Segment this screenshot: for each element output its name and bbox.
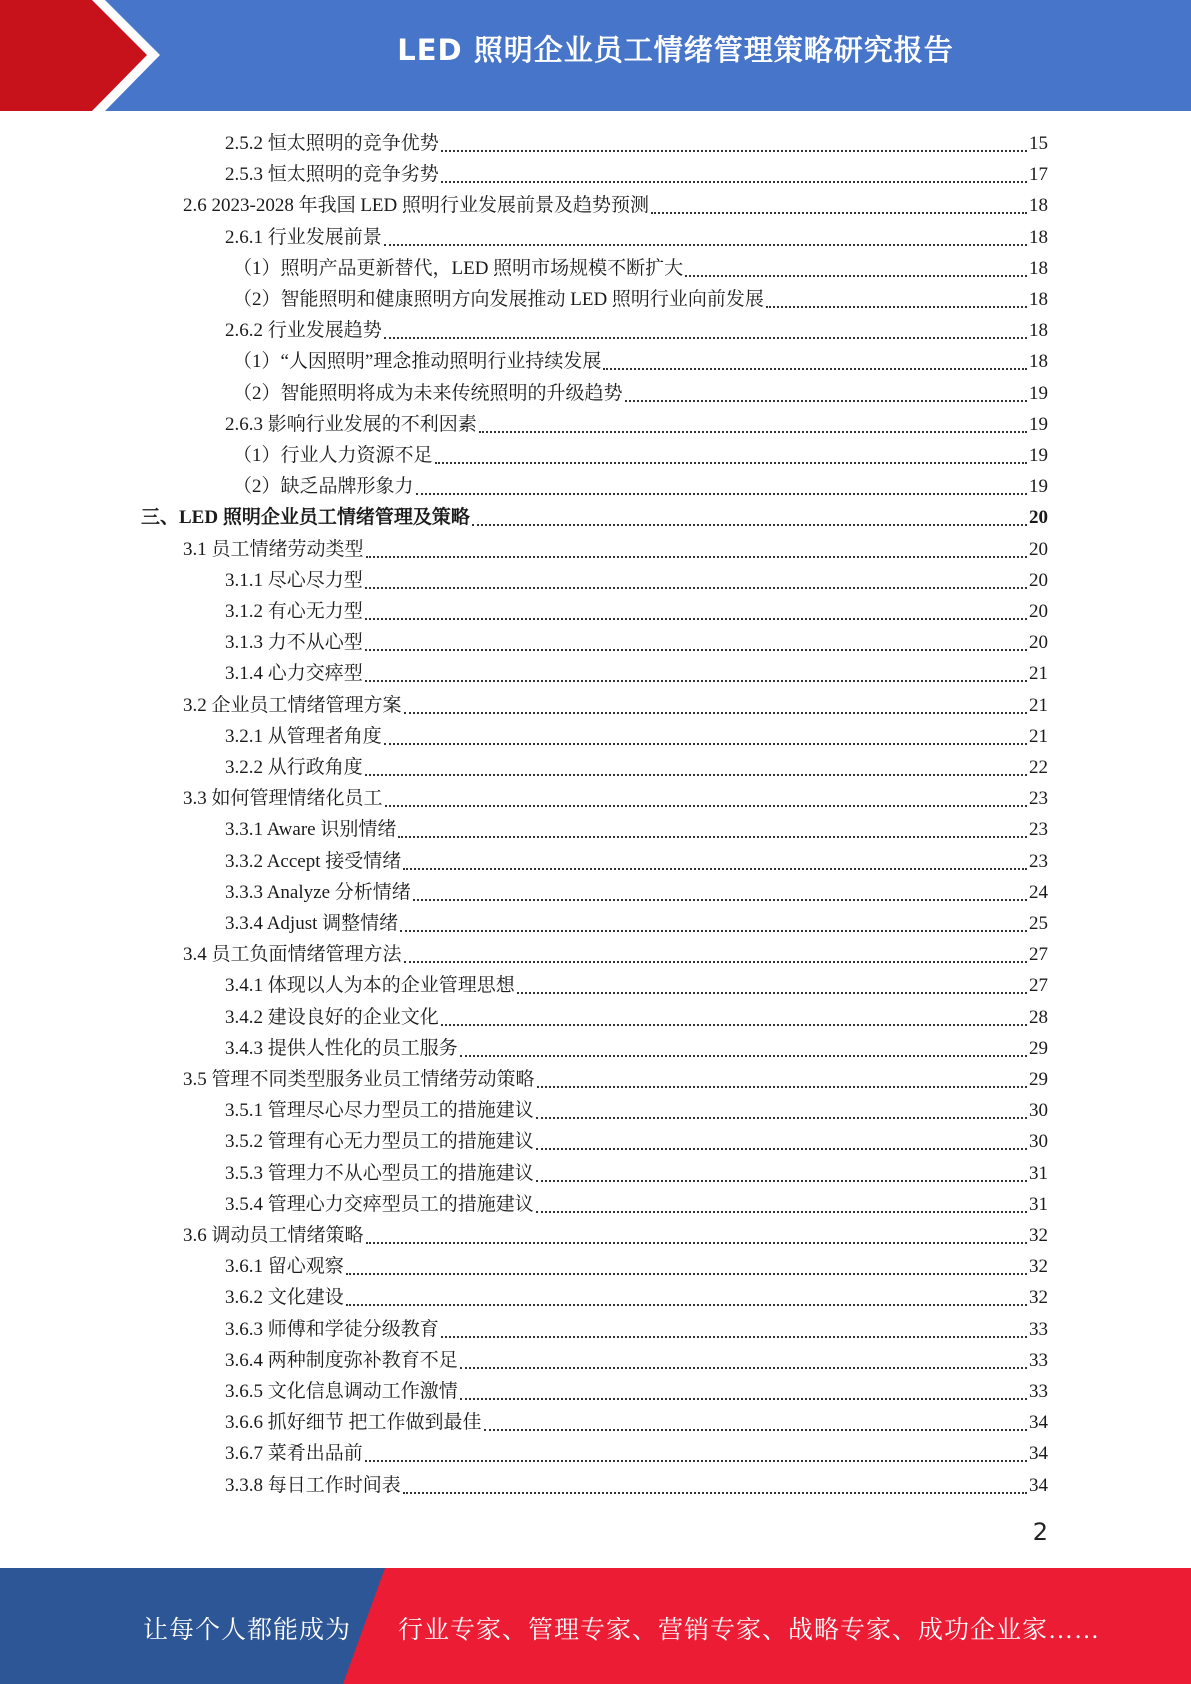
toc-entry-title: 3.3.4 Adjust 调整情绪 <box>225 913 399 934</box>
toc-entry[interactable] <box>225 128 1048 159</box>
toc-entry-page: 18 <box>1029 289 1048 310</box>
toc-entry-page: 34 <box>1029 1474 1048 1496</box>
toc-dot-leader <box>365 773 1027 776</box>
toc-entry-page: 32 <box>1029 1225 1048 1246</box>
toc-entry[interactable] <box>183 939 1048 970</box>
toc-dot-leader <box>413 898 1027 901</box>
toc-entry-page: 31 <box>1029 1162 1048 1184</box>
toc-dot-leader <box>365 586 1027 589</box>
toc-entry[interactable] <box>225 1282 1048 1313</box>
toc-dot-leader <box>536 1147 1027 1150</box>
toc-entry-page: 23 <box>1029 850 1048 872</box>
toc-entry-title: 3.4.3 提供人性化的员工服务 <box>225 1037 458 1059</box>
toc-dot-leader <box>400 929 1027 932</box>
toc-entry[interactable] <box>225 346 1048 377</box>
toc-entry-title: 3.5.2 管理有心无力型员工的措施建议 <box>225 1131 534 1153</box>
toc-entry[interactable] <box>141 502 1048 533</box>
toc-entry-page: 34 <box>1029 1412 1048 1434</box>
toc-entry[interactable] <box>225 159 1048 190</box>
toc-entry[interactable] <box>225 596 1048 627</box>
toc-entry-title: 3.3.8 每日工作时间表 <box>225 1474 401 1496</box>
toc-entry-title: 2.6.3 影响行业发展的不利因素 <box>225 413 477 435</box>
toc-entry-title: 3.2.1 从管理者角度 <box>225 725 382 747</box>
toc-entry-title: 3.1.1 尽心尽力型 <box>225 569 363 591</box>
toc-entry[interactable] <box>225 315 1048 346</box>
toc-dot-leader <box>472 523 1027 526</box>
toc-dot-leader <box>398 835 1027 838</box>
toc-dot-leader <box>435 461 1027 464</box>
toc-entry-page: 23 <box>1029 788 1048 810</box>
toc-dot-leader <box>517 991 1027 994</box>
toc-entry-title: （1）“人因照明”理念推动照明行业持续发展 <box>233 351 602 373</box>
toc-entry-page: 21 <box>1029 725 1048 747</box>
toc-entry[interactable] <box>225 846 1048 877</box>
toc-dot-leader <box>403 867 1027 870</box>
toc-dot-leader <box>536 1179 1027 1182</box>
toc-entry[interactable] <box>225 1033 1048 1064</box>
toc-entry[interactable] <box>225 627 1048 658</box>
toc-entry-title: 2.6.2 行业发展趋势 <box>225 320 382 342</box>
toc-entry[interactable] <box>225 284 1048 315</box>
toc-entry-title: 3.6.5 文化信息调动工作激情 <box>225 1381 458 1402</box>
toc-entry-page: 17 <box>1029 164 1048 186</box>
toc-entry-title: 3.3.1 Aware 识别情绪 <box>225 819 397 841</box>
report-title: LED 照明企业员工情绪管理策略研究报告 <box>397 33 954 67</box>
toc-entry[interactable] <box>225 1407 1048 1438</box>
toc-entry-page: 24 <box>1029 881 1048 903</box>
toc-entry-page: 15 <box>1029 133 1048 154</box>
toc-entry[interactable] <box>225 1251 1048 1282</box>
toc-entry-page: 18 <box>1029 351 1048 373</box>
toc-entry[interactable] <box>225 721 1048 752</box>
toc-entry-title: 2.6.1 行业发展前景 <box>225 226 382 248</box>
toc-dot-leader <box>685 274 1027 277</box>
toc-dot-leader <box>365 617 1027 620</box>
toc-entry[interactable] <box>183 690 1048 721</box>
toc-entry[interactable] <box>225 253 1048 284</box>
toc-entry-title: （1）照明产品更新替代，LED 照明市场规模不断扩大 <box>233 257 684 279</box>
toc-entry-page: 19 <box>1029 382 1048 404</box>
toc-entry-title: 3.3.2 Accept 接受情绪 <box>225 850 402 872</box>
toc-entry-page: 21 <box>1029 663 1048 685</box>
toc-entry[interactable] <box>225 877 1048 908</box>
toc-entry-title: 3.6.4 两种制度弥补教育不足 <box>225 1349 458 1371</box>
toc-dot-leader <box>460 1054 1027 1057</box>
toc-entry-title: 3.4 员工负面情绪管理方法 <box>183 944 402 966</box>
toc-entry-page: 21 <box>1029 694 1048 716</box>
toc-entry[interactable] <box>225 752 1048 783</box>
toc-dot-leader <box>441 1023 1027 1026</box>
toc-entry[interactable] <box>225 1470 1048 1501</box>
toc-entry[interactable] <box>225 1126 1048 1157</box>
toc-entry[interactable] <box>225 440 1048 471</box>
toc-dot-leader <box>460 1397 1027 1400</box>
toc-entry-page: 19 <box>1029 476 1048 498</box>
toc-dot-leader <box>537 1085 1027 1088</box>
toc-entry-title: （2）智能照明和健康照明方向发展推动 LED 照明行业向前发展 <box>233 289 764 310</box>
toc-dot-leader <box>603 367 1027 370</box>
toc-entry[interactable] <box>225 970 1048 1001</box>
toc-entry-page: 29 <box>1029 1069 1048 1090</box>
toc-entry-title: 3.6 调动员工情绪策略 <box>183 1225 364 1246</box>
toc-entry-title: 3.4.1 体现以人为本的企业管理思想 <box>225 975 515 997</box>
toc-entry-page: 29 <box>1029 1037 1048 1059</box>
toc-entry[interactable] <box>225 1189 1048 1220</box>
toc-dot-leader <box>441 1335 1027 1338</box>
toc-entry-title: 2.6 2023-2028 年我国 LED 照明行业发展前景及趋势预测 <box>183 195 650 217</box>
toc-entry-title: 3.1.2 有心无力型 <box>225 601 363 622</box>
toc-entry-title: 3.5.3 管理力不从心型员工的措施建议 <box>225 1162 534 1184</box>
toc-dot-leader <box>346 1303 1027 1306</box>
toc-dot-leader <box>346 1272 1027 1275</box>
toc-entry[interactable] <box>225 814 1048 845</box>
toc-entry[interactable] <box>225 1314 1048 1345</box>
toc-entry-title: 3.1.4 心力交瘁型 <box>225 663 363 685</box>
page-number: 2 <box>1032 1518 1048 1546</box>
toc-dot-leader <box>365 648 1027 651</box>
toc-dot-leader <box>479 430 1027 433</box>
toc-dot-leader <box>651 211 1027 214</box>
toc-entry[interactable] <box>183 190 1048 221</box>
toc-entry[interactable] <box>225 471 1048 502</box>
toc-dot-leader <box>404 711 1027 714</box>
toc-entry[interactable] <box>225 1002 1048 1033</box>
toc-entry-page: 20 <box>1029 632 1048 654</box>
header-banner <box>0 0 1191 111</box>
toc-dot-leader <box>365 679 1027 682</box>
toc-entry-title: 3.6.6 抓好细节 把工作做到最佳 <box>225 1412 482 1434</box>
toc-dot-leader <box>366 1241 1027 1244</box>
toc-dot-leader <box>536 1210 1027 1213</box>
toc-entry[interactable] <box>225 658 1048 689</box>
toc-entry-title: （1）行业人力资源不足 <box>233 445 433 466</box>
toc-entry-page: 19 <box>1029 413 1048 435</box>
toc-entry-title: 3.1 员工情绪劳动类型 <box>183 538 364 560</box>
toc-dot-leader <box>460 1366 1027 1369</box>
toc-entry[interactable] <box>225 1438 1048 1469</box>
toc-entry-page: 23 <box>1029 819 1048 841</box>
toc-entry-title: 3.6.7 菜肴出品前 <box>225 1443 363 1465</box>
toc-entry-page: 33 <box>1029 1318 1048 1340</box>
header-red-arrow <box>0 0 150 111</box>
toc-entry-page: 33 <box>1029 1349 1048 1371</box>
toc-entry-title: （2）智能照明将成为未来传统照明的升级趋势 <box>233 382 623 404</box>
toc-entry-page: 33 <box>1029 1381 1048 1402</box>
toc-dot-leader <box>384 336 1027 339</box>
toc-entry-title: 3.6.1 留心观察 <box>225 1256 344 1278</box>
toc-entry-page: 22 <box>1029 757 1048 778</box>
toc-entry[interactable] <box>183 534 1048 565</box>
toc-entry-title: 3.2 企业员工情绪管理方案 <box>183 694 402 716</box>
toc-entry[interactable] <box>225 222 1048 253</box>
toc-dot-leader <box>441 149 1027 152</box>
toc-dot-leader <box>384 742 1027 745</box>
toc-dot-leader <box>625 399 1027 402</box>
toc-entry-page: 18 <box>1029 195 1048 217</box>
toc-entry-page: 18 <box>1029 320 1048 342</box>
toc-dot-leader <box>384 243 1027 246</box>
toc-entry[interactable] <box>225 1345 1048 1376</box>
toc-dot-leader <box>403 1491 1027 1494</box>
toc-dot-leader <box>484 1428 1027 1431</box>
toc-entry-page: 20 <box>1029 507 1048 529</box>
toc-entry-title: 3.5.1 管理尽心尽力型员工的措施建议 <box>225 1100 534 1122</box>
toc-entry-title: 三、LED 照明企业员工情绪管理及策略 <box>141 507 470 529</box>
toc-entry[interactable] <box>183 1064 1048 1095</box>
toc-entry-page: 28 <box>1029 1006 1048 1028</box>
toc-entry-page: 27 <box>1029 944 1048 966</box>
toc-entry[interactable] <box>183 783 1048 814</box>
toc-entry-page: 19 <box>1029 445 1048 466</box>
toc-entry-title: 3.3.3 Analyze 分析情绪 <box>225 881 411 903</box>
toc-entry-page: 27 <box>1029 975 1048 997</box>
toc-entry-title: 3.4.2 建设良好的企业文化 <box>225 1006 439 1028</box>
toc-entry-title: 3.5.4 管理心力交瘁型员工的措施建议 <box>225 1193 534 1215</box>
toc-entry-title: 3.6.3 师傅和学徒分级教育 <box>225 1318 439 1340</box>
toc-entry-page: 20 <box>1029 601 1048 622</box>
toc-entry[interactable] <box>183 1220 1048 1251</box>
footer-slogan-left: 让每个人都能成为 <box>143 1617 352 1644</box>
toc-entry-page: 34 <box>1029 1443 1048 1465</box>
toc-entry[interactable] <box>225 565 1048 596</box>
toc-entry[interactable] <box>225 908 1048 939</box>
toc-dot-leader <box>385 804 1027 807</box>
toc-entry-title: 3.1.3 力不从心型 <box>225 632 363 654</box>
toc-entry-page: 32 <box>1029 1287 1048 1309</box>
toc-entry[interactable] <box>225 1095 1048 1126</box>
toc-entry-page: 18 <box>1029 257 1048 279</box>
toc-entry[interactable] <box>225 378 1048 409</box>
toc-entry-title: 3.5 管理不同类型服务业员工情绪劳动策略 <box>183 1069 535 1090</box>
toc-entry-title: 3.3 如何管理情绪化员工 <box>183 788 383 810</box>
toc-entry-title: （2）缺乏品牌形象力 <box>233 476 414 498</box>
toc-dot-leader <box>365 1459 1027 1462</box>
toc-dot-leader <box>366 555 1027 558</box>
toc-entry-page: 25 <box>1029 913 1048 934</box>
toc-entry-page: 31 <box>1029 1193 1048 1215</box>
toc-entry-page: 18 <box>1029 226 1048 248</box>
toc-entry-page: 20 <box>1029 569 1048 591</box>
toc-entry-title: 2.5.2 恒太照明的竞争优势 <box>225 133 439 154</box>
toc-entry-title: 3.6.2 文化建设 <box>225 1287 344 1309</box>
toc-entry[interactable] <box>225 1376 1048 1407</box>
toc-dot-leader <box>404 960 1027 963</box>
toc-entry[interactable] <box>225 409 1048 440</box>
toc-entry-page: 30 <box>1029 1100 1048 1122</box>
toc-entry[interactable] <box>225 1158 1048 1189</box>
toc-dot-leader <box>416 492 1027 495</box>
footer-banner <box>0 1568 1191 1684</box>
toc-entry-title: 2.5.3 恒太照明的竞争劣势 <box>225 164 439 186</box>
toc-dot-leader <box>766 305 1027 308</box>
toc-dot-leader <box>441 180 1027 183</box>
toc-entry-page: 30 <box>1029 1131 1048 1153</box>
toc-entry-page: 32 <box>1029 1256 1048 1278</box>
toc-dot-leader <box>536 1116 1027 1119</box>
toc-entry-page: 20 <box>1029 538 1048 560</box>
footer-slogan-right: 行业专家、管理专家、营销专家、战略专家、成功企业家…… <box>398 1617 1101 1644</box>
toc-entry-title: 3.2.2 从行政角度 <box>225 757 363 778</box>
